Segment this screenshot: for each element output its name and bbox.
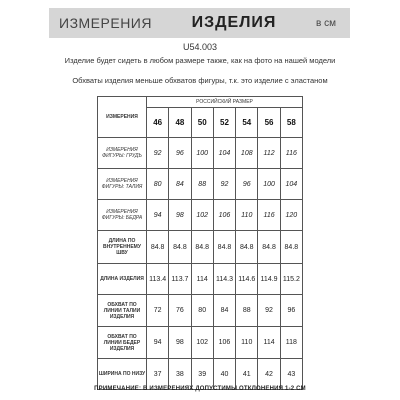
table-cell: 84.8 [213, 231, 235, 264]
product-code: U54.003 [182, 42, 218, 52]
row-label: ОБХВАТ ПО ЛИНИИ БЕДЕР ИЗДЕЛИЯ [98, 327, 147, 359]
table-cell: 104 [280, 169, 302, 200]
table-cell: 106 [213, 327, 235, 359]
table-row [98, 138, 303, 169]
table-row [98, 327, 303, 359]
table-cell: 100 [191, 138, 213, 169]
table-cell: 84 [169, 169, 191, 200]
table-cell: 116 [258, 200, 280, 231]
table-cell: 84.8 [147, 231, 169, 264]
table-row [98, 169, 303, 200]
table-cell: 84.8 [280, 231, 302, 264]
table-cell: 102 [191, 327, 213, 359]
title-banner [49, 8, 350, 38]
table-header-row [98, 97, 303, 108]
table-cell: 113.7 [169, 264, 191, 295]
row-label: ОБХВАТ ПО ЛИНИИ ТАЛИИ ИЗДЕЛИЯ [98, 295, 147, 327]
table-cell: 106 [213, 200, 235, 231]
table-cell: 110 [236, 327, 258, 359]
table-cell: 39 [191, 359, 213, 390]
table-cell: 118 [280, 327, 302, 359]
table-cell: 102 [191, 200, 213, 231]
table-cell: 76 [169, 295, 191, 327]
table-cell: 94 [147, 327, 169, 359]
table-cell: 43 [280, 359, 302, 390]
size-cell: 58 [280, 108, 302, 138]
size-cell: 48 [169, 108, 191, 138]
table-cell: 120 [280, 200, 302, 231]
table-row [98, 359, 303, 390]
corner-header: ИЗМЕРЕНИЯ [98, 97, 147, 138]
table-cell: 41 [236, 359, 258, 390]
table-cell: 84.8 [258, 231, 280, 264]
table-cell: 72 [147, 295, 169, 327]
table-cell: 110 [236, 200, 258, 231]
table-cell: 92 [213, 169, 235, 200]
table-cell: 96 [236, 169, 258, 200]
table-cell: 114.6 [236, 264, 258, 295]
size-cell: 54 [236, 108, 258, 138]
table-cell: 88 [191, 169, 213, 200]
table-row [98, 264, 303, 295]
table-cell: 100 [258, 169, 280, 200]
title-product: ИЗДЕЛИЯ [191, 14, 277, 31]
row-label: ДЛИНА ПО ВНУТРЕННЕМУ ШВУ [98, 231, 147, 264]
row-label: ИЗМЕРЕНИЯ ФИГУРЫ: БЕДРА [98, 200, 147, 231]
table-cell: 104 [213, 138, 235, 169]
table-cell: 115.2 [280, 264, 302, 295]
table-cell: 108 [236, 138, 258, 169]
size-cell: 46 [147, 108, 169, 138]
table-cell: 113.4 [147, 264, 169, 295]
table-cell: 116 [280, 138, 302, 169]
table-cell: 98 [169, 200, 191, 231]
table-cell: 42 [258, 359, 280, 390]
table-cell: 80 [191, 295, 213, 327]
row-label: ДЛИНА ИЗДЕЛИЯ [98, 264, 147, 295]
row-label: ШИРИНА ПО НИЗУ [98, 359, 147, 390]
row-label: ИЗМЕРЕНИЯ ФИГУРЫ: ТАЛИЯ [98, 169, 147, 200]
table-cell: 98 [169, 327, 191, 359]
table-cell: 80 [147, 169, 169, 200]
table-cell: 114 [191, 264, 213, 295]
size-cell: 50 [191, 108, 213, 138]
elastane-note: Обхваты изделия меньше обхватов фигуры, т.к. это изделие с эластаном [72, 76, 328, 85]
table-row [98, 200, 303, 231]
size-cell: 52 [213, 108, 235, 138]
table-cell: 96 [280, 295, 302, 327]
size-group-header: РОССИЙСКИЙ РАЗМЕР [147, 97, 303, 108]
title-measurements: ИЗМЕРЕНИЯ [59, 15, 152, 31]
row-label: ИЗМЕРЕНИЯ ФИГУРЫ: ГРУДЬ [98, 138, 147, 169]
table-cell: 92 [258, 295, 280, 327]
table-cell: 40 [213, 359, 235, 390]
fit-note: Изделие будет сидеть в любом размере также, как на фото на нашей модели [64, 56, 336, 65]
table-cell: 114.3 [213, 264, 235, 295]
table-row [98, 231, 303, 264]
tolerance-note: ПРИМЕЧАНИЕ: В ИЗМЕРЕНИЯХ ДОПУСТИМЫ ОТКЛОНЕНИЯ 1-2 СМ [94, 386, 306, 392]
table-cell: 84.8 [236, 231, 258, 264]
table-cell: 37 [147, 359, 169, 390]
table-cell: 96 [169, 138, 191, 169]
table-cell: 84.8 [191, 231, 213, 264]
table-cell: 84 [213, 295, 235, 327]
table-row [98, 295, 303, 327]
table-cell: 112 [258, 138, 280, 169]
size-cell: 56 [258, 108, 280, 138]
table-cell: 84.8 [169, 231, 191, 264]
table-cell: 114.9 [258, 264, 280, 295]
table-cell: 114 [258, 327, 280, 359]
size-table [97, 96, 303, 390]
table-cell: 92 [147, 138, 169, 169]
table-cell: 88 [236, 295, 258, 327]
table-cell: 38 [169, 359, 191, 390]
table-cell: 94 [147, 200, 169, 231]
title-units: в см [316, 17, 336, 29]
